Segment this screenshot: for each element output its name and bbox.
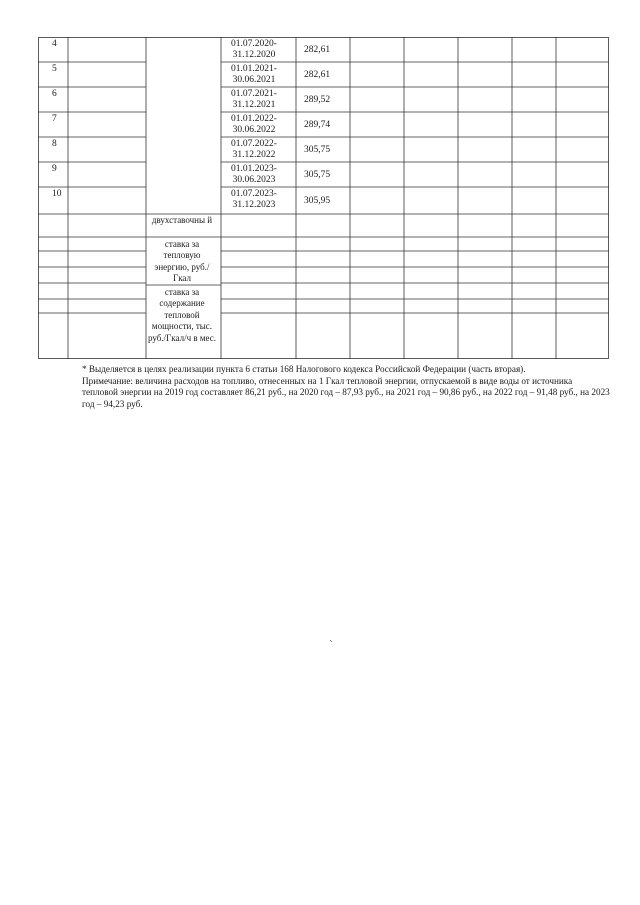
tariff-value: 305,75 bbox=[303, 170, 331, 180]
heat-energy-rate-label: ставка за тепловую энергию, руб./Гкал bbox=[154, 239, 210, 284]
capacity-rate-label: ставка за содержание тепловой мощности, тыс. руб./Гкал/ч в мес. bbox=[147, 287, 217, 343]
row-number: 9 bbox=[52, 164, 57, 174]
tariff-value: 282,61 bbox=[303, 45, 331, 55]
tariff-table bbox=[38, 37, 609, 359]
tariff-value: 305,95 bbox=[303, 196, 331, 206]
remark-text: Примечание: величина расходов на топливо, отнесенных на 1 Гкал тепловой энергии, отпускаемой в виде воды от источника тепловой энергии на 2019 год составляет 86,21 руб., на 2020 год – 87,93 руб., на 2021 год – 90,86 руб., на 2022 год – 91,48 руб., на 2023 год – 94,23 руб. bbox=[82, 375, 610, 409]
row-number: 5 bbox=[52, 64, 57, 74]
period-cell: 01.07.2022-31.12.2022 bbox=[231, 139, 277, 160]
two-part-label: двухставочны й bbox=[151, 215, 213, 225]
tariff-value: 282,61 bbox=[303, 70, 331, 80]
period-cell: 01.01.2023-30.06.2023 bbox=[231, 164, 277, 185]
row-number: 6 bbox=[52, 89, 57, 99]
row-number: 4 bbox=[52, 39, 57, 49]
tariff-value: 305,75 bbox=[303, 145, 331, 155]
tariff-value: 289,74 bbox=[303, 120, 331, 130]
period-cell: 01.01.2022-30.06.2022 bbox=[231, 114, 277, 135]
row-number: 7 bbox=[52, 114, 57, 124]
period-cell: 01.01.2021-30.06.2021 bbox=[231, 64, 277, 85]
period-cell: 01.07.2021-31.12.2021 bbox=[231, 89, 277, 110]
row-number: 10 bbox=[52, 189, 62, 199]
period-cell: 01.07.2023-31.12.2023 bbox=[231, 189, 277, 210]
period-cell: 01.07.2020-31.12.2020 bbox=[231, 39, 277, 60]
tariff-value: 289,52 bbox=[303, 95, 331, 105]
scan-speck bbox=[331, 641, 332, 642]
row-number: 8 bbox=[52, 139, 57, 149]
footnote-text: * Выделяется в целях реализации пункта 6 статьи 168 Налогового кодекса Российской Федерации (часть вторая). bbox=[82, 364, 526, 374]
notes-block bbox=[82, 364, 610, 410]
